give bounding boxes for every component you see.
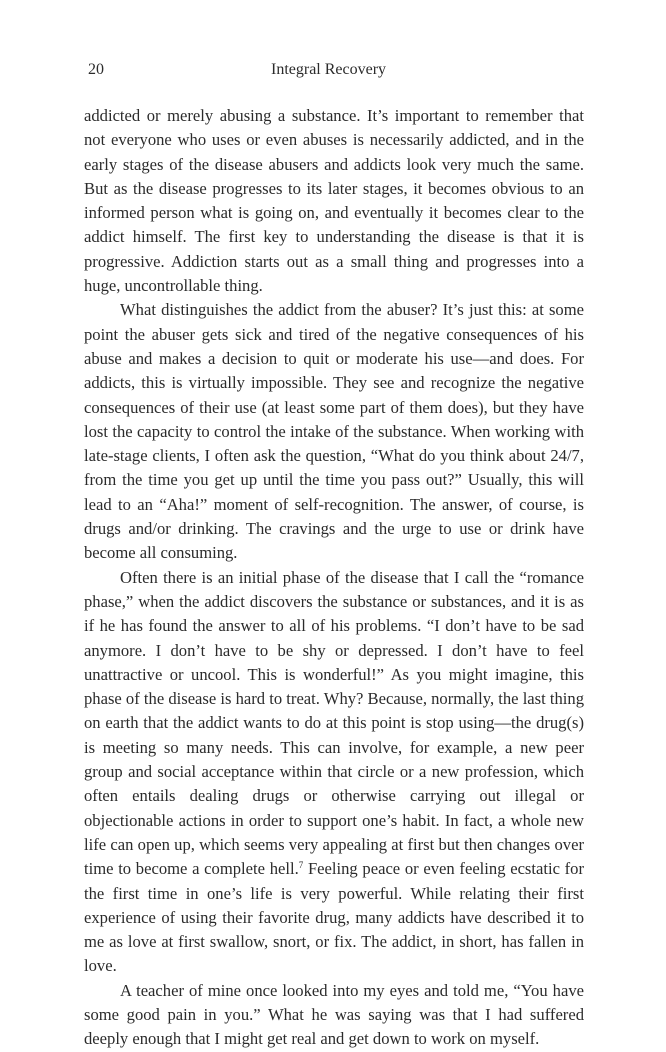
paragraph: What distinguishes the addict from the abuser? It’s just this: at some point the abuser gets sick and tired of the negative consequences of his abuse and makes a decision to quit or moderate his use—and does. For addicts, this is virtually impossible. They see and recognize the negative consequences of their use (at least some part of them does), but they have lost the capacity to control the intake of the substance. When working with late-stage clients, I often ask the question, “What do you think about 24/7, from the time you get up until the time you pass out?” Usually, this will lead to an “Aha!” moment of self-recognition. The answer, of course, is drugs and/or drinking. The cravings and the urge to use or drink have become all consuming. <box>84 300 584 563</box>
footnote-marker: 7 <box>298 860 304 871</box>
running-head <box>84 60 584 80</box>
body-text <box>84 104 584 1052</box>
paragraph: A teacher of mine once looked into my eyes and told me, “You have some good pain in you.” What he was saying was that I had suffered deeply enough that I might get real and get down to work on myself. <box>84 980 584 1049</box>
book-title: Integral Recovery <box>271 61 387 78</box>
paragraph-text: Often there is an initial phase of the disease that I call the “romance phase,” when the addict discovers the substance or substances, and it is as if he has found the answer to all of his problems. “I don’t have to be sad anymore. I don’t have to be shy or depressed. I don’t have to feel unattractive or uncool. This is wonderful!” As you might imagine, this phase of the disease is hard to treat. Why? Because, normally, the last thing on earth that the addict wants to do at this point is stop using—the drug(s) is meeting so many needs. This can involve, for example, a new peer group and social acceptance within that circle or a new profession, which often entails dealing drugs or otherwise carrying out illegal or objectionable actions in order to support one’s habit. In fact, a whole new life can open up, which seems very appealing at first but then changes over time to become a complete hell. <box>84 567 584 879</box>
paragraph: addicted or merely abusing a substance. It’s important to remember that not everyone who uses or even abuses is necessarily addicted, and in the early stages of the disease abusers and addicts look very much the same. But as the disease progresses to its later stages, it becomes obvious to an informed person what is going on, and eventually it becomes clear to the addict himself. The first key to understanding the disease is that it is progressive. Addiction starts out as a small thing and progresses into a huge, uncontrollable thing. <box>84 106 584 296</box>
paragraph <box>84 566 584 979</box>
paragraph-text: Feeling peace or even feeling ecstatic for the first time in one’s life is very powerful. While relating their first experience of using their favorite drug, many addicts have described it to me as love at first swallow, snort, or fix. The addict, in short, has fallen in love. <box>84 859 585 976</box>
page-number: 20 <box>88 61 104 78</box>
